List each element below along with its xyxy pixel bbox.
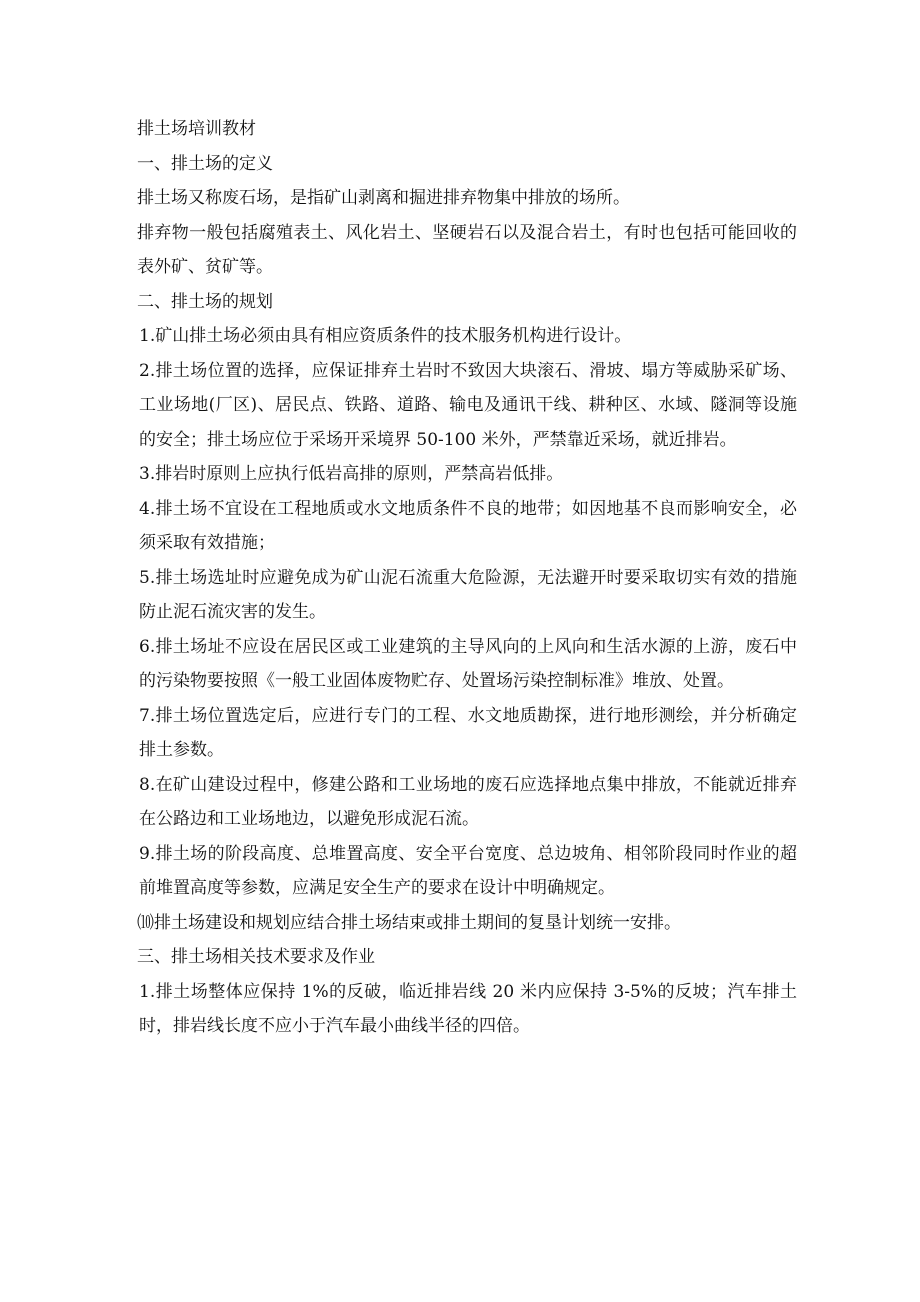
paragraph: 排弃物一般包括腐殖表土、风化岩土、坚硬岩石以及混合岩土，有时也包括可能回收的表外矿、贫矿等。	[137, 222, 797, 277]
document-title: 排土场培训教材	[137, 119, 256, 139]
list-item: 5.排土场选址时应避免成为矿山泥石流重大危险源，无法避开时要采取切实有效的措施防止泥石流灾害的发生。	[139, 567, 797, 622]
document-body	[137, 112, 797, 1044]
list-item: 9.排土场的阶段高度、总堆置高度、安全平台宽度、总边坡角、相邻阶段同时作业的超前堆置高度等参数，应满足安全生产的要求在设计中明确规定。	[139, 843, 797, 898]
list-item: 6.排土场址不应设在居民区或工业建筑的主导风向的上风向和生活水源的上游，废石中的污染物要按照《一般工业固体废物贮存、处置场污染控制标准》堆放、处置。	[139, 636, 797, 691]
list-item: 2.排土场位置的选择，应保证排弃土岩时不致因大块滚石、滑坡、塌方等威胁采矿场、工业场地(厂区)、居民点、铁路、道路、输电及通讯干线、耕种区、水域、隧洞等设施的安全；排土场应位于采场开采境界 50-100 米外，严禁靠近采场，就近排岩。	[139, 360, 797, 450]
section-heading-2: 二、排土场的规划	[137, 291, 273, 312]
list-item: 1.排土场整体应保持 1%的反破，临近排岩线 20 米内应保持 3-5%的反坡；汽车排土时，排岩线长度不应小于汽车最小曲线半径的四倍。	[139, 981, 797, 1036]
paragraph: 排土场又称废石场，是指矿山剥离和掘进排弃物集中排放的场所。	[137, 188, 630, 208]
list-item: 8.在矿山建设过程中，修建公路和工业场地的废石应选择地点集中排放，不能就近排弃在公路边和工业场地边，以避免形成泥石流。	[139, 774, 797, 829]
list-item: ⑽排土场建设和规划应结合排土场结束或排土期间的复垦计划统一安排。	[137, 912, 681, 933]
section-heading-1: 一、排土场的定义	[137, 153, 273, 174]
list-item: 1.矿山排土场必须由具有相应资质条件的技术服务机构进行设计。	[139, 326, 632, 346]
list-item: 4.排土场不宜设在工程地质或水文地质条件不良的地带；如因地基不良而影响安全，必须采取有效措施；	[139, 498, 797, 553]
section-heading-3: 三、排土场相关技术要求及作业	[137, 947, 375, 967]
list-item: 7.排土场位置选定后，应进行专门的工程、水文地质勘探，进行地形测绘，并分析确定排土参数。	[139, 705, 797, 760]
list-item: 3.排岩时原则上应执行低岩高排的原则，严禁高岩低排。	[139, 464, 564, 484]
